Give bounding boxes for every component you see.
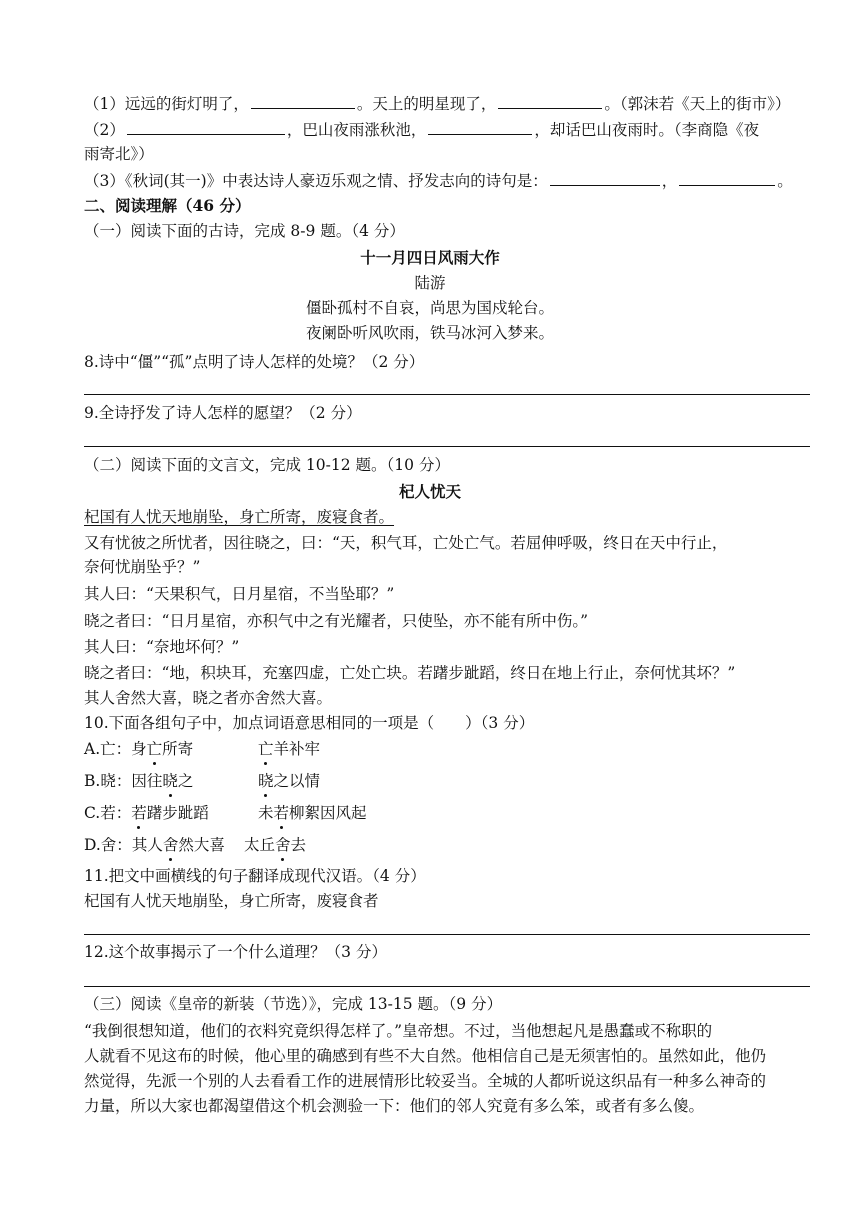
excerpt-line-2: 人就看不见这布的时候，他心里的确感到有些不大自然。他相信自己是无须害怕的。虽然如此，他仍 — [84, 1047, 767, 1065]
q9-answer-line[interactable] — [84, 446, 810, 447]
q7-line-3 — [84, 171, 793, 191]
q7-3-blank-2[interactable] — [679, 171, 775, 186]
q10-option-d-pair — [244, 835, 306, 855]
dotted-char: 亡 — [258, 740, 274, 758]
dotted-char: 若 — [273, 804, 290, 822]
dotted-char: 若 — [131, 804, 147, 822]
option-a-post: 所寄 — [162, 740, 194, 758]
option-b-post: 羊补牢 — [273, 740, 321, 758]
q7-3-blank-1[interactable] — [550, 171, 660, 186]
question-12: 12.这个故事揭示了一个什么道理？（3 分） — [84, 943, 387, 961]
dotted-char: 晓 — [162, 772, 178, 790]
classical-p2: 又有忧彼之所忧者，因往晓之，曰：“天，积气耳，亡处亡气。若屈伸呼吸，终日在天中行止， — [84, 534, 728, 552]
q7-2-blank-1[interactable] — [127, 120, 285, 135]
question-9: 9.全诗抒发了诗人怎样的愿望？（2 分） — [84, 404, 362, 422]
q8-answer-line[interactable] — [84, 394, 810, 395]
q12-answer-line[interactable] — [84, 986, 810, 987]
poem-line-2: 夜阑卧听风吹雨，铁马冰河入梦来。 — [305, 324, 554, 342]
poem-line-1: 僵卧孤村不自哀，尚思为国戍轮台。 — [305, 299, 554, 317]
dotted-char: 舍 — [275, 836, 291, 854]
q10-option-c-pair — [258, 803, 367, 823]
option-a-pre: 其人 — [131, 836, 163, 854]
dotted-char: 舍 — [162, 836, 179, 854]
q11-sentence: 杞国有人忧天地崩坠，身亡所寄，废寝食者 — [84, 892, 379, 910]
option-label: A.亡： — [84, 740, 132, 758]
q10-option-d[interactable] — [84, 835, 225, 855]
section-2-heading: 二、阅读理解（46 分） — [84, 196, 251, 215]
q10-option-b-pair — [258, 771, 320, 791]
q10-option-a[interactable] — [84, 739, 193, 759]
q7-2-blank-2[interactable] — [428, 120, 532, 135]
poem-author: 陆游 — [414, 274, 446, 292]
q10-option-c[interactable] — [84, 803, 209, 823]
excerpt-line-1: “我倒很想知道，他们的衣料究竟织得怎样了。”皇帝想。不过，当他想起凡是愚蠢或不称职的 — [84, 1022, 713, 1040]
option-b-post: 之以情 — [273, 772, 321, 790]
classical-p3: 其人曰：“天果积气，日月星宿，不当坠耶？” — [84, 585, 395, 603]
option-a-pre: 身 — [131, 740, 147, 758]
option-b-post: 柳絮因风起 — [289, 804, 367, 822]
option-a-pre: 因往 — [131, 772, 163, 790]
q7-1-blank-1[interactable] — [251, 94, 355, 109]
classical-title: 杞人忧天 — [398, 482, 461, 501]
classical-p4: 晓之者曰：“日月星宿，亦积气中之有光耀者，只使坠，亦不能有所中伤。” — [84, 612, 589, 630]
option-b-pre: 太丘 — [244, 836, 276, 854]
q7-1-text-c: 。（郭沫若《天上的街市》） — [604, 95, 791, 113]
classical-p5: 其人曰：“奈地坏何？” — [84, 638, 240, 656]
q7-1-text-b: 。天上的明星现了， — [356, 95, 497, 113]
classical-p2-cont: 奈何忧崩坠乎？” — [84, 558, 201, 576]
q7-3-text-b: ， — [661, 172, 678, 190]
q7-3-text-a: （3）《秋词(其一)》中表达诗人豪迈乐观之情、抒发志向的诗句是： — [84, 172, 548, 190]
dotted-char: 亡 — [146, 740, 163, 758]
dotted-char: 晓 — [258, 772, 274, 790]
q7-2-text-c: ，却话巴山夜雨时。（李商隐《夜 — [534, 121, 760, 139]
q10-option-a-pair — [258, 739, 320, 759]
option-a-post: 之 — [177, 772, 194, 790]
q7-line-2-cont — [84, 144, 154, 164]
option-b-post: 去 — [290, 836, 307, 854]
q11-answer-line[interactable] — [84, 934, 810, 935]
classical-p6: 晓之者曰：“地，积块耳，充塞四虚，亡处亡块。若躇步跐蹈，终日在地上行止，奈何忧其坏？” — [84, 664, 736, 682]
q7-1-text-a: （1）远远的街灯明了， — [84, 95, 249, 113]
option-label: D.舍： — [84, 836, 132, 854]
classical-p1 — [84, 507, 394, 527]
q7-2-text-a: （2） — [84, 121, 125, 139]
option-b-pre: 未 — [258, 804, 274, 822]
option-label: B.晓： — [84, 772, 132, 790]
option-a-post: 躇步跐蹈 — [146, 804, 209, 822]
poem-title: 十一月四日风雨大作 — [360, 248, 500, 267]
q7-1-blank-2[interactable] — [498, 94, 602, 109]
part-2-intro: （二）阅读下面的文言文，完成 10-12 题。（10 分） — [84, 456, 450, 474]
underlined-sentence: 杞国有人忧天地崩坠，身亡所寄，废寝食者。 — [84, 508, 395, 526]
question-10: 10.下面各组句子中，加点词语意思相同的一项是（ ）（3 分） — [84, 714, 535, 732]
q7-3-text-c: 。 — [777, 172, 793, 190]
part-3-intro: （三）阅读《皇帝的新装（节选）》，完成 13-15 题。（9 分） — [84, 995, 503, 1013]
q7-2-text-b: ，巴山夜雨涨秋池， — [286, 121, 427, 139]
question-11: 11.把文中画横线的句子翻译成现代汉语。（4 分） — [84, 867, 426, 885]
option-a-post: 然大喜 — [178, 836, 225, 854]
q7-line-1 — [84, 94, 790, 114]
excerpt-line-4: 力量，所以大家也都渴望借这个机会测验一下：他们的邻人究竟有多么笨，或者有多么傻。 — [84, 1097, 705, 1115]
part-1-intro: （一）阅读下面的古诗，完成 8-9 题。（4 分） — [84, 222, 405, 240]
q7-line-2 — [84, 120, 759, 140]
q7-2-text-d: 雨寄北》） — [84, 145, 154, 163]
option-label: C.若： — [84, 804, 132, 822]
excerpt-line-3: 然觉得，先派一个别的人去看看工作的进展情形比较妥当。全城的人都听说这织品有一种多么神奇的 — [84, 1072, 767, 1090]
classical-p7: 其人舍然大喜，晓之者亦舍然大喜。 — [84, 689, 333, 707]
question-8: 8.诗中“僵”“孤”点明了诗人怎样的处境？（2 分） — [84, 353, 425, 371]
q10-option-b[interactable] — [84, 771, 193, 791]
